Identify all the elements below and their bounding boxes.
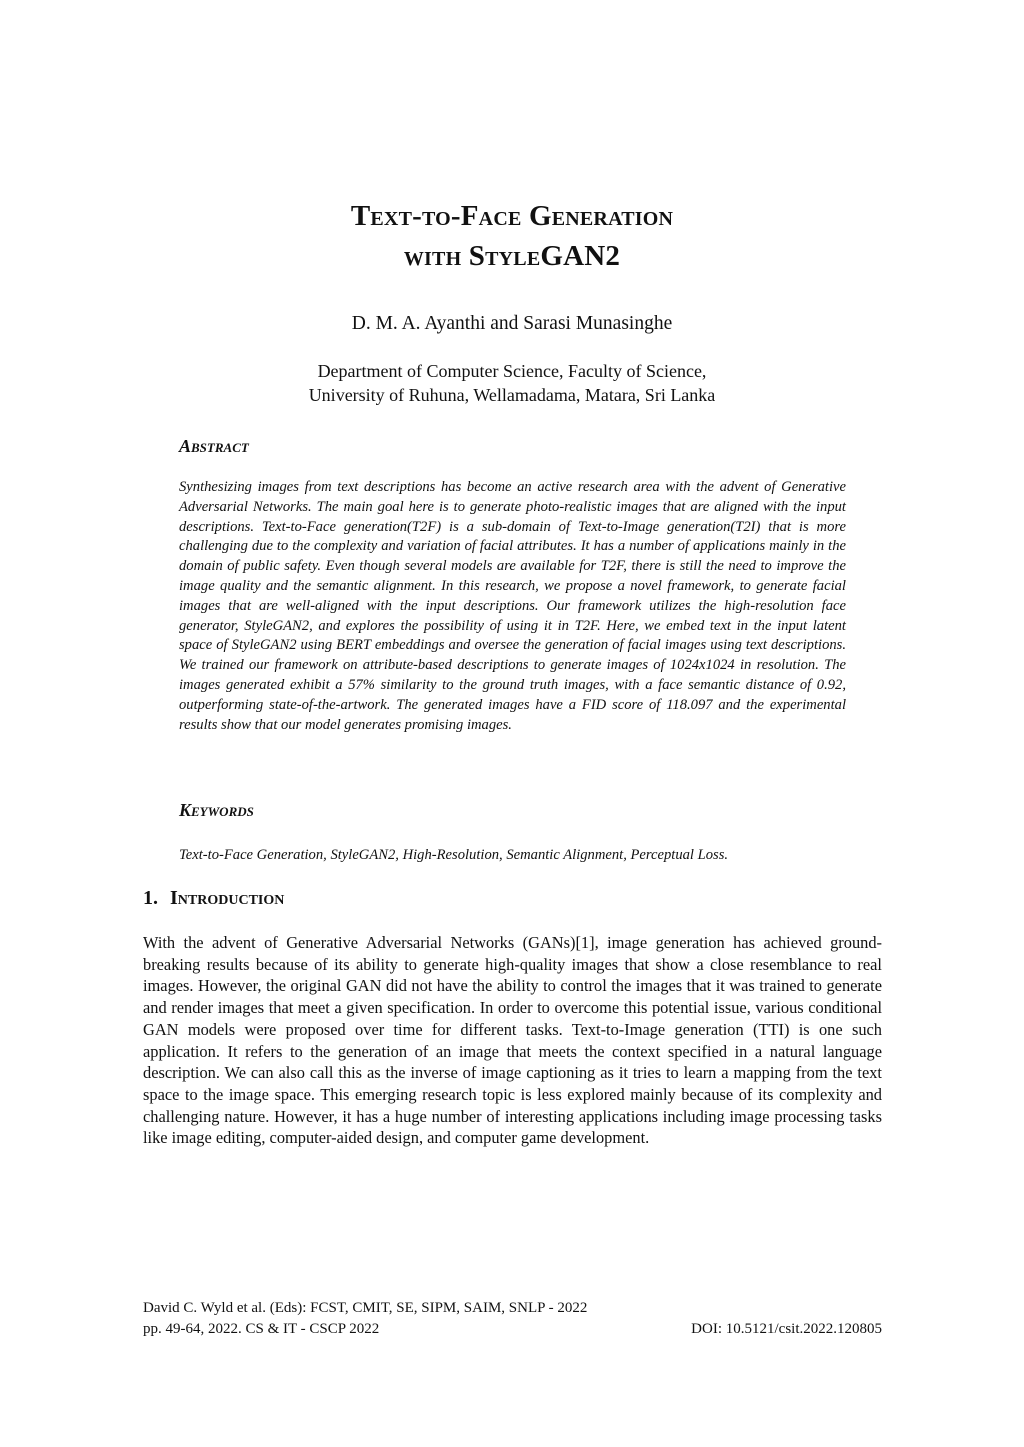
abstract-heading: Abstract — [179, 436, 249, 456]
introduction-heading — [143, 885, 284, 911]
paper-title — [0, 196, 1024, 276]
paper-title-line2: with StyleGAN2 — [403, 240, 621, 272]
keywords-heading: Keywords — [179, 800, 254, 820]
page-footer — [143, 1298, 882, 1340]
footer-pages: pp. 49-64, 2022. CS & IT - CSCP 2022 — [143, 1321, 380, 1337]
footer-line2 — [143, 1319, 882, 1340]
section-title: Introduction — [170, 887, 285, 909]
author-affiliation — [0, 359, 1024, 407]
keywords-text: Text-to-Face Generation, StyleGAN2, High-Resolution, Semantic Alignment, Perceptual Loss. — [179, 847, 729, 863]
paper-title-line1: Text-to-Face Generation — [350, 200, 674, 232]
affiliation-line1: Department of Computer Science, Faculty of Science, — [317, 361, 707, 381]
section-number: 1. — [143, 887, 158, 909]
footer-proceedings: David C. Wyld et al. (Eds): FCST, CMIT, SE, SIPM, SAIM, SNLP - 2022 — [143, 1300, 588, 1316]
introduction-text: With the advent of Generative Adversarial Networks (GANs)[1], image generation has achieved ground-breaking results because of its ability to generate high-quality images that show a close resemblance to real images. However, the original GAN did not have the ability to control the images that it was trained to generate and render images that meet a given specification. In order to overcome this potential issue, various conditional GAN models were proposed over time for different tasks. Text-to-Image generation (TTI) is one such application. It refers to the generation of an image that meets the context specified in a natural language description. We can also call this as the inverse of image captioning as it tries to learn a mapping from the text space to the image space. This emerging research topic is less explored mainly because of its complexity and challenging nature. However, it has a huge number of interesting applications including image processing tasks like image editing, computer-aided design, and computer game development. — [143, 933, 882, 1148]
abstract-text: Synthesizing images from text descriptions has become an active research area with the advent of Generative Adversarial Networks. The main goal here is to generate photo-realistic images that are aligned with the input descriptions. Text-to-Face generation(T2F) is a sub-domain of Text-to-Image generation(T2I) that is more challenging due to the complexity and variation of facial attributes. It has a number of applications mainly in the domain of public safety. Even though several models are available for T2F, there is still the need to improve the image quality and the semantic alignment. In this research, we propose a novel framework, to generate facial images that are well-aligned with the input descriptions. Our framework utilizes the high-resolution face generator, StyleGAN2, and explores the possibility of using it in T2F. Here, we embed text in the input latent space of StyleGAN2 using BERT embeddings and oversee the generation of facial images using text descriptions. We trained our framework on attribute-based descriptions to generate images of 1024x1024 in resolution. The images generated exhibit a 57% similarity to the ground truth images, with a face semantic distance of 0.92, outperforming state-of-the-artwork. The generated images have a FID score of 118.097 and the experimental results show that our model generates promising images. — [179, 479, 846, 733]
affiliation-line2: University of Ruhuna, Wellamadama, Matara, Sri Lanka — [308, 385, 716, 405]
author-list: D. M. A. Ayanthi and Sarasi Munasinghe — [351, 313, 673, 334]
footer-doi: DOI: 10.5121/csit.2022.120805 — [691, 1321, 882, 1337]
